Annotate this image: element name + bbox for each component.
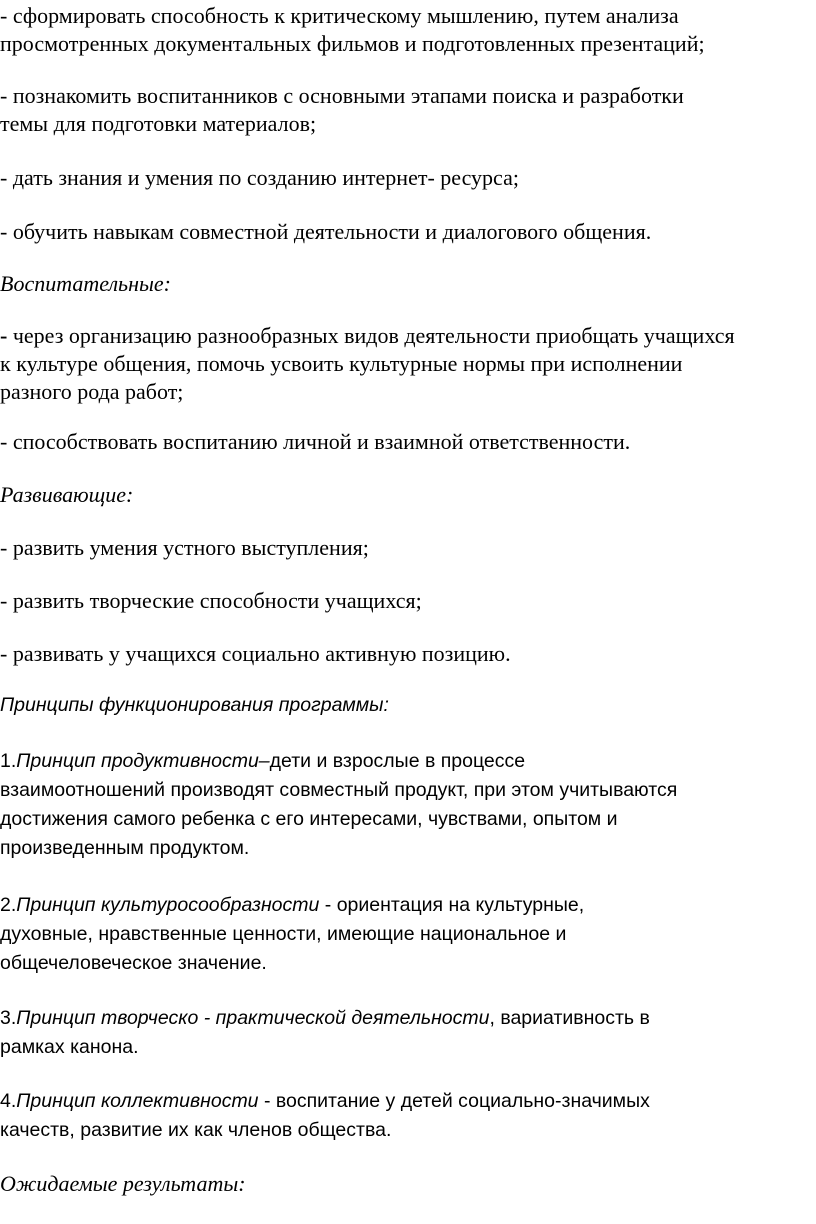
principle-text: дети и взрослые в процессе xyxy=(269,750,526,772)
bold-dash: - xyxy=(0,323,8,348)
principle-productivity-line-2: взаимоотношений производят совместный продукт, при этом учитываются xyxy=(0,779,678,801)
goal-research-stages-line-2: темы для подготовки материалов; xyxy=(0,111,317,136)
principle-collectivity-line-2: качеств, развитие их как членов общества. xyxy=(0,1119,392,1141)
heading-developing: Развивающие: xyxy=(0,482,134,507)
goal-communication-culture-line-3: разного рода работ; xyxy=(0,379,184,404)
principle-text: - воспитание у детей социально-значимых xyxy=(258,1090,650,1112)
principle-productivity-line-4: произведенным продуктом. xyxy=(0,837,250,859)
principle-culture-line-1 xyxy=(0,891,816,920)
goal-public-speaking: - развить умения устного выступления; xyxy=(0,535,369,560)
principle-name: Принцип коллективности xyxy=(16,1090,259,1112)
goal-internet-resource: - дать знания и умения по созданию интернет- ресурса; xyxy=(0,165,519,190)
principle-name: Принцип культуросообразности xyxy=(16,894,320,916)
principle-culture-line-2: духовные, нравственные ценности, имеющие национальное и xyxy=(0,923,567,945)
goal-responsibility: - способствовать воспитанию личной и взаимной ответственности. xyxy=(0,429,631,454)
goal-critical-thinking-line-1: - сформировать способность к критическому мышлению, путем анализа xyxy=(0,3,679,28)
heading-principles: Принципы функционирования программы: xyxy=(0,694,389,716)
principle-productivity-line-3: достижения самого ребенка с его интересами, чувствами, опытом и xyxy=(0,808,618,830)
heading-expected-results: Ожидаемые результаты: xyxy=(0,1171,246,1196)
principle-creative-practice-line-1 xyxy=(0,1004,816,1033)
principle-culture-line-3: общечеловеческое значение. xyxy=(0,952,267,974)
principle-productivity xyxy=(0,747,816,863)
goal-research-stages-line-1: - познакомить воспитанников с основными этапами поиска и разработки xyxy=(0,83,684,108)
principle-number: 1. xyxy=(0,750,17,772)
principle-text: - ориентация на культурные, xyxy=(319,894,585,916)
principle-collectivity-line-1 xyxy=(0,1087,816,1116)
principle-number: 3. xyxy=(0,1007,17,1029)
principle-culture xyxy=(0,891,816,978)
goal-social-position: - развивать у учащихся социально активную позицию. xyxy=(0,641,511,666)
principle-name: Принцип творческо - практической деятельности xyxy=(16,1007,490,1029)
goal-communication-culture-line-2: к культуре общения, помочь усвоить культурные нормы при исполнении xyxy=(0,351,683,376)
goal-critical-thinking-line-2: просмотренных документальных фильмов и подготовленных презентаций; xyxy=(0,31,705,56)
goal-communication-culture-line-1 xyxy=(0,322,816,350)
goal-joint-activity: - обучить навыкам совместной деятельности и диалогового общения. xyxy=(0,219,652,244)
principle-name: Принцип продуктивности– xyxy=(16,750,270,772)
principle-collectivity xyxy=(0,1087,816,1145)
principle-number: 2. xyxy=(0,894,17,916)
goal-creativity: - развить творческие способности учащихся; xyxy=(0,588,422,613)
goal-research-stages xyxy=(0,82,816,138)
goal-communication-culture xyxy=(0,322,816,406)
principle-text: , вариативность в xyxy=(489,1007,650,1029)
principle-number: 4. xyxy=(0,1090,17,1112)
principle-creative-practice-line-2: рамках канона. xyxy=(0,1036,139,1058)
goal-communication-culture-line-1-text: через организацию разнообразных видов деятельности приобщать учащихся xyxy=(7,323,735,348)
heading-educational: Воспитательные: xyxy=(0,271,171,296)
principle-productivity-line-1 xyxy=(0,747,816,776)
goal-critical-thinking xyxy=(0,2,816,58)
principle-creative-practice xyxy=(0,1004,816,1062)
